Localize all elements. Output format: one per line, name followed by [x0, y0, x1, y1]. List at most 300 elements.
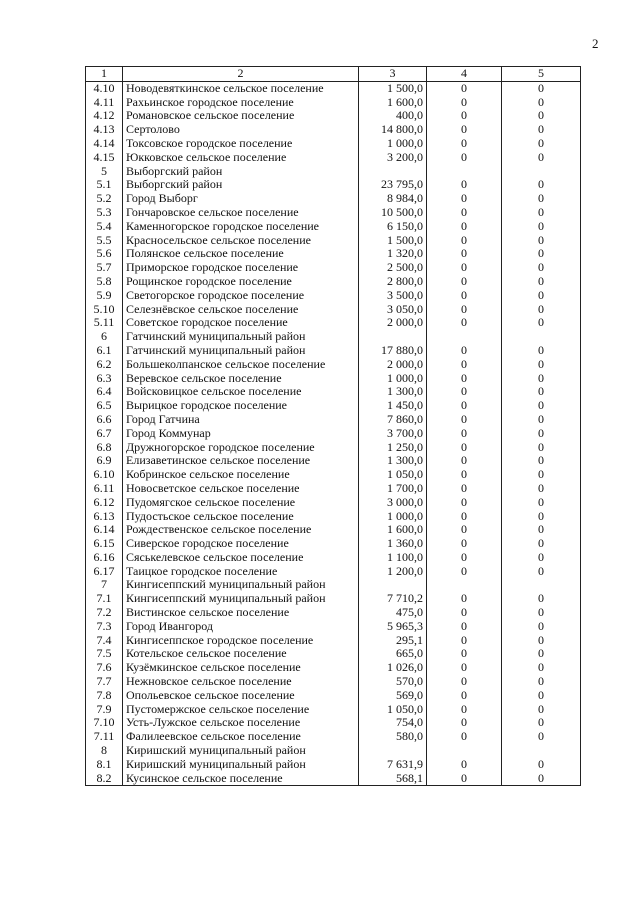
municipality-name: Сертолово: [123, 123, 359, 137]
amount: 2 500,0: [359, 261, 427, 275]
amount: 1 000,0: [359, 137, 427, 151]
municipality-name: Веревское сельское поселение: [123, 372, 359, 386]
amount: [359, 330, 427, 344]
municipality-name: Токсовское городское поселение: [123, 137, 359, 151]
col5-value: [502, 330, 581, 344]
amount: 3 050,0: [359, 303, 427, 317]
col4-value: 0: [427, 261, 502, 275]
row-number: 7.6: [86, 661, 123, 675]
table-row: [86, 275, 581, 289]
municipality-name: Город Гатчина: [123, 413, 359, 427]
header-row: [86, 67, 581, 82]
row-number: 6.3: [86, 372, 123, 386]
col5-value: 0: [502, 703, 581, 717]
col5-value: 0: [502, 427, 581, 441]
amount: 400,0: [359, 109, 427, 123]
col4-value: 0: [427, 220, 502, 234]
col4-value: 0: [427, 758, 502, 772]
municipality-name: Пудостьское сельское поселение: [123, 510, 359, 524]
col5-value: 0: [502, 634, 581, 648]
col4-value: 0: [427, 703, 502, 717]
row-number: 6.15: [86, 537, 123, 551]
table-row: [86, 123, 581, 137]
amount: 568,1: [359, 772, 427, 786]
table-row: [86, 634, 581, 648]
municipality-name: Большеколпанское сельское поселение: [123, 358, 359, 372]
amount: 1 050,0: [359, 468, 427, 482]
row-number: 7.2: [86, 606, 123, 620]
municipality-name: Гатчинский муниципальный район: [123, 330, 359, 344]
col4-value: [427, 165, 502, 179]
col5-value: 0: [502, 358, 581, 372]
col4-value: 0: [427, 123, 502, 137]
col5-value: 0: [502, 482, 581, 496]
table-row: [86, 703, 581, 717]
amount: [359, 165, 427, 179]
amount: 295,1: [359, 634, 427, 648]
col4-value: 0: [427, 647, 502, 661]
amount: 6 150,0: [359, 220, 427, 234]
col5-value: 0: [502, 151, 581, 165]
amount: 475,0: [359, 606, 427, 620]
col5-value: 0: [502, 647, 581, 661]
table-row: [86, 454, 581, 468]
col4-value: 0: [427, 537, 502, 551]
amount: 1 050,0: [359, 703, 427, 717]
col4-value: 0: [427, 96, 502, 110]
col4-value: 0: [427, 661, 502, 675]
amount: 1 500,0: [359, 234, 427, 248]
municipality-name: Усть-Лужское сельское поселение: [123, 716, 359, 730]
amount: 754,0: [359, 716, 427, 730]
row-number: 7.9: [86, 703, 123, 717]
amount: 1 500,0: [359, 81, 427, 95]
amount: 10 500,0: [359, 206, 427, 220]
municipality-name: Киришский муниципальный район: [123, 758, 359, 772]
municipality-name: Таицкое городское поселение: [123, 565, 359, 579]
table-row: [86, 96, 581, 110]
col5-value: 0: [502, 385, 581, 399]
col5-value: 0: [502, 772, 581, 786]
municipality-name: Рахьинское городское поселение: [123, 96, 359, 110]
table-row: [86, 606, 581, 620]
col4-value: 0: [427, 675, 502, 689]
col5-value: [502, 744, 581, 758]
row-number: 8: [86, 744, 123, 758]
row-number: 8.2: [86, 772, 123, 786]
table-row: [86, 689, 581, 703]
table-row: [86, 441, 581, 455]
table-row: [86, 137, 581, 151]
amount: 1 300,0: [359, 454, 427, 468]
row-number: 7.11: [86, 730, 123, 744]
col4-value: 0: [427, 413, 502, 427]
col4-value: 0: [427, 730, 502, 744]
table-row: [86, 758, 581, 772]
col5-value: 0: [502, 468, 581, 482]
amount: 580,0: [359, 730, 427, 744]
col4-value: [427, 330, 502, 344]
col5-value: 0: [502, 606, 581, 620]
amount: 570,0: [359, 675, 427, 689]
amount: 1 250,0: [359, 441, 427, 455]
table-row: [86, 772, 581, 786]
col5-value: 0: [502, 137, 581, 151]
table-row: [86, 81, 581, 95]
municipality-name: Войсковицкое сельское поселение: [123, 385, 359, 399]
col4-value: 0: [427, 565, 502, 579]
row-number: 5.11: [86, 316, 123, 330]
amount: 1 026,0: [359, 661, 427, 675]
amount: 2 800,0: [359, 275, 427, 289]
municipality-name: Вырицкое городское поселение: [123, 399, 359, 413]
col4-value: 0: [427, 454, 502, 468]
amount: 3 500,0: [359, 289, 427, 303]
table-row: [86, 165, 581, 179]
row-number: 6.2: [86, 358, 123, 372]
col4-value: 0: [427, 344, 502, 358]
col4-value: 0: [427, 192, 502, 206]
col5-value: 0: [502, 716, 581, 730]
municipality-name: Город Коммунар: [123, 427, 359, 441]
amount: 1 200,0: [359, 565, 427, 579]
col4-value: 0: [427, 151, 502, 165]
col4-value: 0: [427, 137, 502, 151]
col5-value: 0: [502, 592, 581, 606]
municipality-name: Приморское городское поселение: [123, 261, 359, 275]
col5-value: 0: [502, 537, 581, 551]
municipality-name: Юкковское сельское поселение: [123, 151, 359, 165]
col4-value: 0: [427, 178, 502, 192]
col4-value: 0: [427, 399, 502, 413]
row-number: 6.4: [86, 385, 123, 399]
col5-value: 0: [502, 234, 581, 248]
row-number: 5.3: [86, 206, 123, 220]
table-row: [86, 330, 581, 344]
col5-value: 0: [502, 178, 581, 192]
col4-value: 0: [427, 372, 502, 386]
amount: 2 000,0: [359, 358, 427, 372]
amount: 1 700,0: [359, 482, 427, 496]
amount: 1 600,0: [359, 96, 427, 110]
col4-value: 0: [427, 206, 502, 220]
col5-value: 0: [502, 220, 581, 234]
municipality-name: Красносельское сельское поселение: [123, 234, 359, 248]
amount: 3 000,0: [359, 496, 427, 510]
table-row: [86, 620, 581, 634]
municipality-name: Гатчинский муниципальный район: [123, 344, 359, 358]
amount: 7 710,2: [359, 592, 427, 606]
col5-value: 0: [502, 661, 581, 675]
municipality-name: Дружногорское городское поселение: [123, 441, 359, 455]
amount: 7 860,0: [359, 413, 427, 427]
municipality-name: Рождественское сельское поселение: [123, 523, 359, 537]
col4-value: 0: [427, 634, 502, 648]
municipality-name: Кингисеппское городское поселение: [123, 634, 359, 648]
col5-value: 0: [502, 289, 581, 303]
amount: 7 631,9: [359, 758, 427, 772]
municipality-name: Киришский муниципальный район: [123, 744, 359, 758]
col4-value: 0: [427, 316, 502, 330]
col4-value: 0: [427, 606, 502, 620]
table-row: [86, 234, 581, 248]
municipality-name: Рощинское городское поселение: [123, 275, 359, 289]
amount: 14 800,0: [359, 123, 427, 137]
table-row: [86, 578, 581, 592]
col4-value: 0: [427, 496, 502, 510]
municipality-name: Советское городское поселение: [123, 316, 359, 330]
col5-value: 0: [502, 758, 581, 772]
municipality-name: Фалилеевское сельское поселение: [123, 730, 359, 744]
col4-value: 0: [427, 620, 502, 634]
col4-value: 0: [427, 109, 502, 123]
header-cell-1: 1: [86, 67, 123, 82]
amount: 1 000,0: [359, 510, 427, 524]
col4-value: 0: [427, 468, 502, 482]
col4-value: 0: [427, 551, 502, 565]
table-row: [86, 675, 581, 689]
row-number: 7.10: [86, 716, 123, 730]
row-number: 4.13: [86, 123, 123, 137]
col5-value: 0: [502, 675, 581, 689]
amount: 1 600,0: [359, 523, 427, 537]
amount: 1 320,0: [359, 247, 427, 261]
table-row: [86, 261, 581, 275]
table-row: [86, 730, 581, 744]
amount: 1 000,0: [359, 372, 427, 386]
row-number: 6.9: [86, 454, 123, 468]
municipality-name: Сяськелевское сельское поселение: [123, 551, 359, 565]
table-row: [86, 510, 581, 524]
page-number: 2: [592, 36, 599, 51]
table-body: [86, 81, 581, 786]
header-cell-4: 4: [427, 67, 502, 82]
col5-value: 0: [502, 344, 581, 358]
amount: 1 360,0: [359, 537, 427, 551]
col5-value: 0: [502, 192, 581, 206]
row-number: 5.1: [86, 178, 123, 192]
table-row: [86, 399, 581, 413]
row-number: 6.6: [86, 413, 123, 427]
amount: 2 000,0: [359, 316, 427, 330]
row-number: 5: [86, 165, 123, 179]
table-row: [86, 303, 581, 317]
amount: [359, 578, 427, 592]
row-number: 6.1: [86, 344, 123, 358]
row-number: 5.5: [86, 234, 123, 248]
municipality-name: Выборгский район: [123, 178, 359, 192]
table-row: [86, 661, 581, 675]
municipality-name: Город Выборг: [123, 192, 359, 206]
table-row: [86, 385, 581, 399]
col4-value: 0: [427, 523, 502, 537]
row-number: 8.1: [86, 758, 123, 772]
amount: 1 100,0: [359, 551, 427, 565]
col5-value: 0: [502, 316, 581, 330]
row-number: 7: [86, 578, 123, 592]
table-row: [86, 109, 581, 123]
header-cell-5: 5: [502, 67, 581, 82]
row-number: 5.9: [86, 289, 123, 303]
amount: 23 795,0: [359, 178, 427, 192]
municipality-name: Пустомержское сельское поселение: [123, 703, 359, 717]
row-number: 6: [86, 330, 123, 344]
municipality-name: Романовское сельское поселение: [123, 109, 359, 123]
municipality-name: Новодевяткинское сельское поселение: [123, 81, 359, 95]
col5-value: 0: [502, 206, 581, 220]
municipality-name: Котельское сельское поселение: [123, 647, 359, 661]
col5-value: 0: [502, 454, 581, 468]
amount: 1 300,0: [359, 385, 427, 399]
municipality-name: Кингисеппский муниципальный район: [123, 592, 359, 606]
table-row: [86, 247, 581, 261]
municipality-name: Опольевское сельское поселение: [123, 689, 359, 703]
col5-value: 0: [502, 247, 581, 261]
amount: 3 700,0: [359, 427, 427, 441]
row-number: 5.4: [86, 220, 123, 234]
table-row: [86, 178, 581, 192]
col4-value: 0: [427, 482, 502, 496]
row-number: 5.10: [86, 303, 123, 317]
row-number: 5.7: [86, 261, 123, 275]
row-number: 5.2: [86, 192, 123, 206]
table-row: [86, 344, 581, 358]
col5-value: 0: [502, 510, 581, 524]
row-number: 6.11: [86, 482, 123, 496]
col4-value: [427, 744, 502, 758]
municipality-name: Гончаровское сельское поселение: [123, 206, 359, 220]
amount: 569,0: [359, 689, 427, 703]
col4-value: 0: [427, 81, 502, 95]
col4-value: 0: [427, 510, 502, 524]
table-row: [86, 372, 581, 386]
col5-value: 0: [502, 523, 581, 537]
table-row: [86, 192, 581, 206]
municipality-name: Кусинское сельское поселение: [123, 772, 359, 786]
col4-value: 0: [427, 234, 502, 248]
amount: 1 450,0: [359, 399, 427, 413]
row-number: 7.4: [86, 634, 123, 648]
table-row: [86, 565, 581, 579]
row-number: 5.6: [86, 247, 123, 261]
row-number: 4.11: [86, 96, 123, 110]
row-number: 7.1: [86, 592, 123, 606]
table-row: [86, 592, 581, 606]
table-row: [86, 537, 581, 551]
col5-value: 0: [502, 275, 581, 289]
col5-value: 0: [502, 372, 581, 386]
municipality-name: Кобринское сельское поселение: [123, 468, 359, 482]
municipality-name: Город Ивангород: [123, 620, 359, 634]
table-row: [86, 413, 581, 427]
table-row: [86, 551, 581, 565]
municipality-name: Выборгский район: [123, 165, 359, 179]
table-row: [86, 316, 581, 330]
table-row: [86, 289, 581, 303]
municipality-name: Каменногорское городское поселение: [123, 220, 359, 234]
table-row: [86, 744, 581, 758]
table-row: [86, 496, 581, 510]
col4-value: 0: [427, 592, 502, 606]
col5-value: 0: [502, 689, 581, 703]
amount: 17 880,0: [359, 344, 427, 358]
allocation-table: [85, 66, 581, 786]
row-number: 6.10: [86, 468, 123, 482]
table-row: [86, 468, 581, 482]
table-row: [86, 427, 581, 441]
amount: [359, 744, 427, 758]
col5-value: 0: [502, 81, 581, 95]
municipality-name: Селезнёвское сельское поселение: [123, 303, 359, 317]
row-number: 6.8: [86, 441, 123, 455]
col4-value: 0: [427, 772, 502, 786]
col5-value: 0: [502, 261, 581, 275]
col4-value: 0: [427, 441, 502, 455]
col4-value: 0: [427, 358, 502, 372]
row-number: 6.14: [86, 523, 123, 537]
table-row: [86, 482, 581, 496]
row-number: 6.13: [86, 510, 123, 524]
row-number: 6.5: [86, 399, 123, 413]
col5-value: 0: [502, 303, 581, 317]
col5-value: [502, 165, 581, 179]
col4-value: 0: [427, 303, 502, 317]
col4-value: 0: [427, 716, 502, 730]
col4-value: 0: [427, 289, 502, 303]
amount: 8 984,0: [359, 192, 427, 206]
col5-value: 0: [502, 620, 581, 634]
col4-value: 0: [427, 427, 502, 441]
col5-value: 0: [502, 123, 581, 137]
row-number: 6.12: [86, 496, 123, 510]
row-number: 4.15: [86, 151, 123, 165]
amount: 5 965,3: [359, 620, 427, 634]
municipality-name: Кузёмкинское сельское поселение: [123, 661, 359, 675]
col5-value: [502, 578, 581, 592]
col5-value: 0: [502, 441, 581, 455]
amount: 3 200,0: [359, 151, 427, 165]
table-row: [86, 358, 581, 372]
col5-value: 0: [502, 496, 581, 510]
table-row: [86, 523, 581, 537]
row-number: 4.12: [86, 109, 123, 123]
row-number: 6.7: [86, 427, 123, 441]
header-cell-2: 2: [123, 67, 359, 82]
row-number: 6.16: [86, 551, 123, 565]
municipality-name: Вистинское сельское поселение: [123, 606, 359, 620]
col5-value: 0: [502, 109, 581, 123]
row-number: 7.7: [86, 675, 123, 689]
municipality-name: Елизаветинское сельское поселение: [123, 454, 359, 468]
row-number: 7.5: [86, 647, 123, 661]
municipality-name: Новосветское сельское поселение: [123, 482, 359, 496]
table-row: [86, 647, 581, 661]
col5-value: 0: [502, 413, 581, 427]
row-number: 4.10: [86, 81, 123, 95]
col4-value: 0: [427, 385, 502, 399]
col4-value: [427, 578, 502, 592]
row-number: 6.17: [86, 565, 123, 579]
col4-value: 0: [427, 275, 502, 289]
row-number: 7.8: [86, 689, 123, 703]
table-row: [86, 716, 581, 730]
row-number: 7.3: [86, 620, 123, 634]
municipality-name: Полянское сельское поселение: [123, 247, 359, 261]
table-row: [86, 220, 581, 234]
table-row: [86, 206, 581, 220]
col5-value: 0: [502, 96, 581, 110]
row-number: 5.8: [86, 275, 123, 289]
